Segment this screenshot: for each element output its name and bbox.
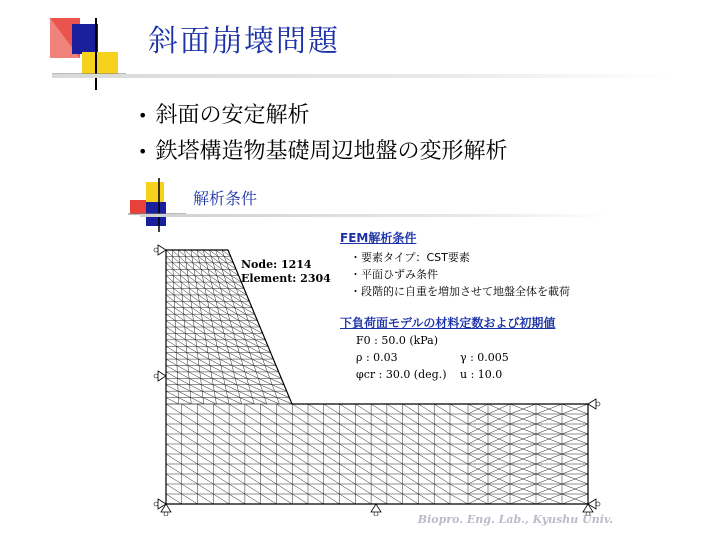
subsection-decoration — [128, 178, 188, 232]
material-heading: 下負荷面モデルの材料定数および初期値 — [340, 316, 556, 330]
bullet-item — [138, 98, 507, 134]
subsection-divider — [140, 214, 610, 217]
condition-item: ・段階的に自重を増加させて地盤全体を載荷 — [350, 285, 570, 298]
bullet-text: 斜面の安定解析 — [155, 103, 310, 128]
fem-conditions-list — [350, 249, 570, 300]
subsection-title: 解析条件 — [193, 189, 258, 208]
title-divider — [52, 74, 672, 78]
condition-item: ・平面ひずみ条件 — [350, 268, 438, 281]
mesh-info — [241, 258, 331, 286]
fem-conditions-heading: FEM解析条件 — [340, 231, 417, 245]
bullet-dot: • — [138, 106, 148, 125]
bullet-list — [138, 98, 507, 170]
footer-credit: Biopro. Eng. Lab., Kyushu Univ. — [417, 513, 613, 526]
bullet-text: 鉄塔構造物基礎周辺地盤の変形解析 — [155, 139, 508, 164]
bullet-item — [138, 134, 507, 170]
bullet-dot: • — [138, 142, 148, 161]
condition-item: ・要素タイプ：CST要素 — [350, 251, 470, 264]
param-f0: F0 : 50.0 (kPa) — [356, 334, 439, 347]
element-count: Element: 2304 — [241, 272, 331, 285]
param-gamma: γ : 0.005 — [460, 351, 509, 364]
title-decoration — [50, 18, 130, 90]
page-title: 斜面崩壊問題 — [148, 24, 340, 59]
node-count: Node: 1214 — [241, 258, 312, 271]
param-u: u : 10.0 — [460, 368, 503, 381]
param-rho: ρ : 0.03 — [356, 351, 398, 364]
param-phi: φcr : 30.0 (deg.) — [356, 368, 447, 381]
